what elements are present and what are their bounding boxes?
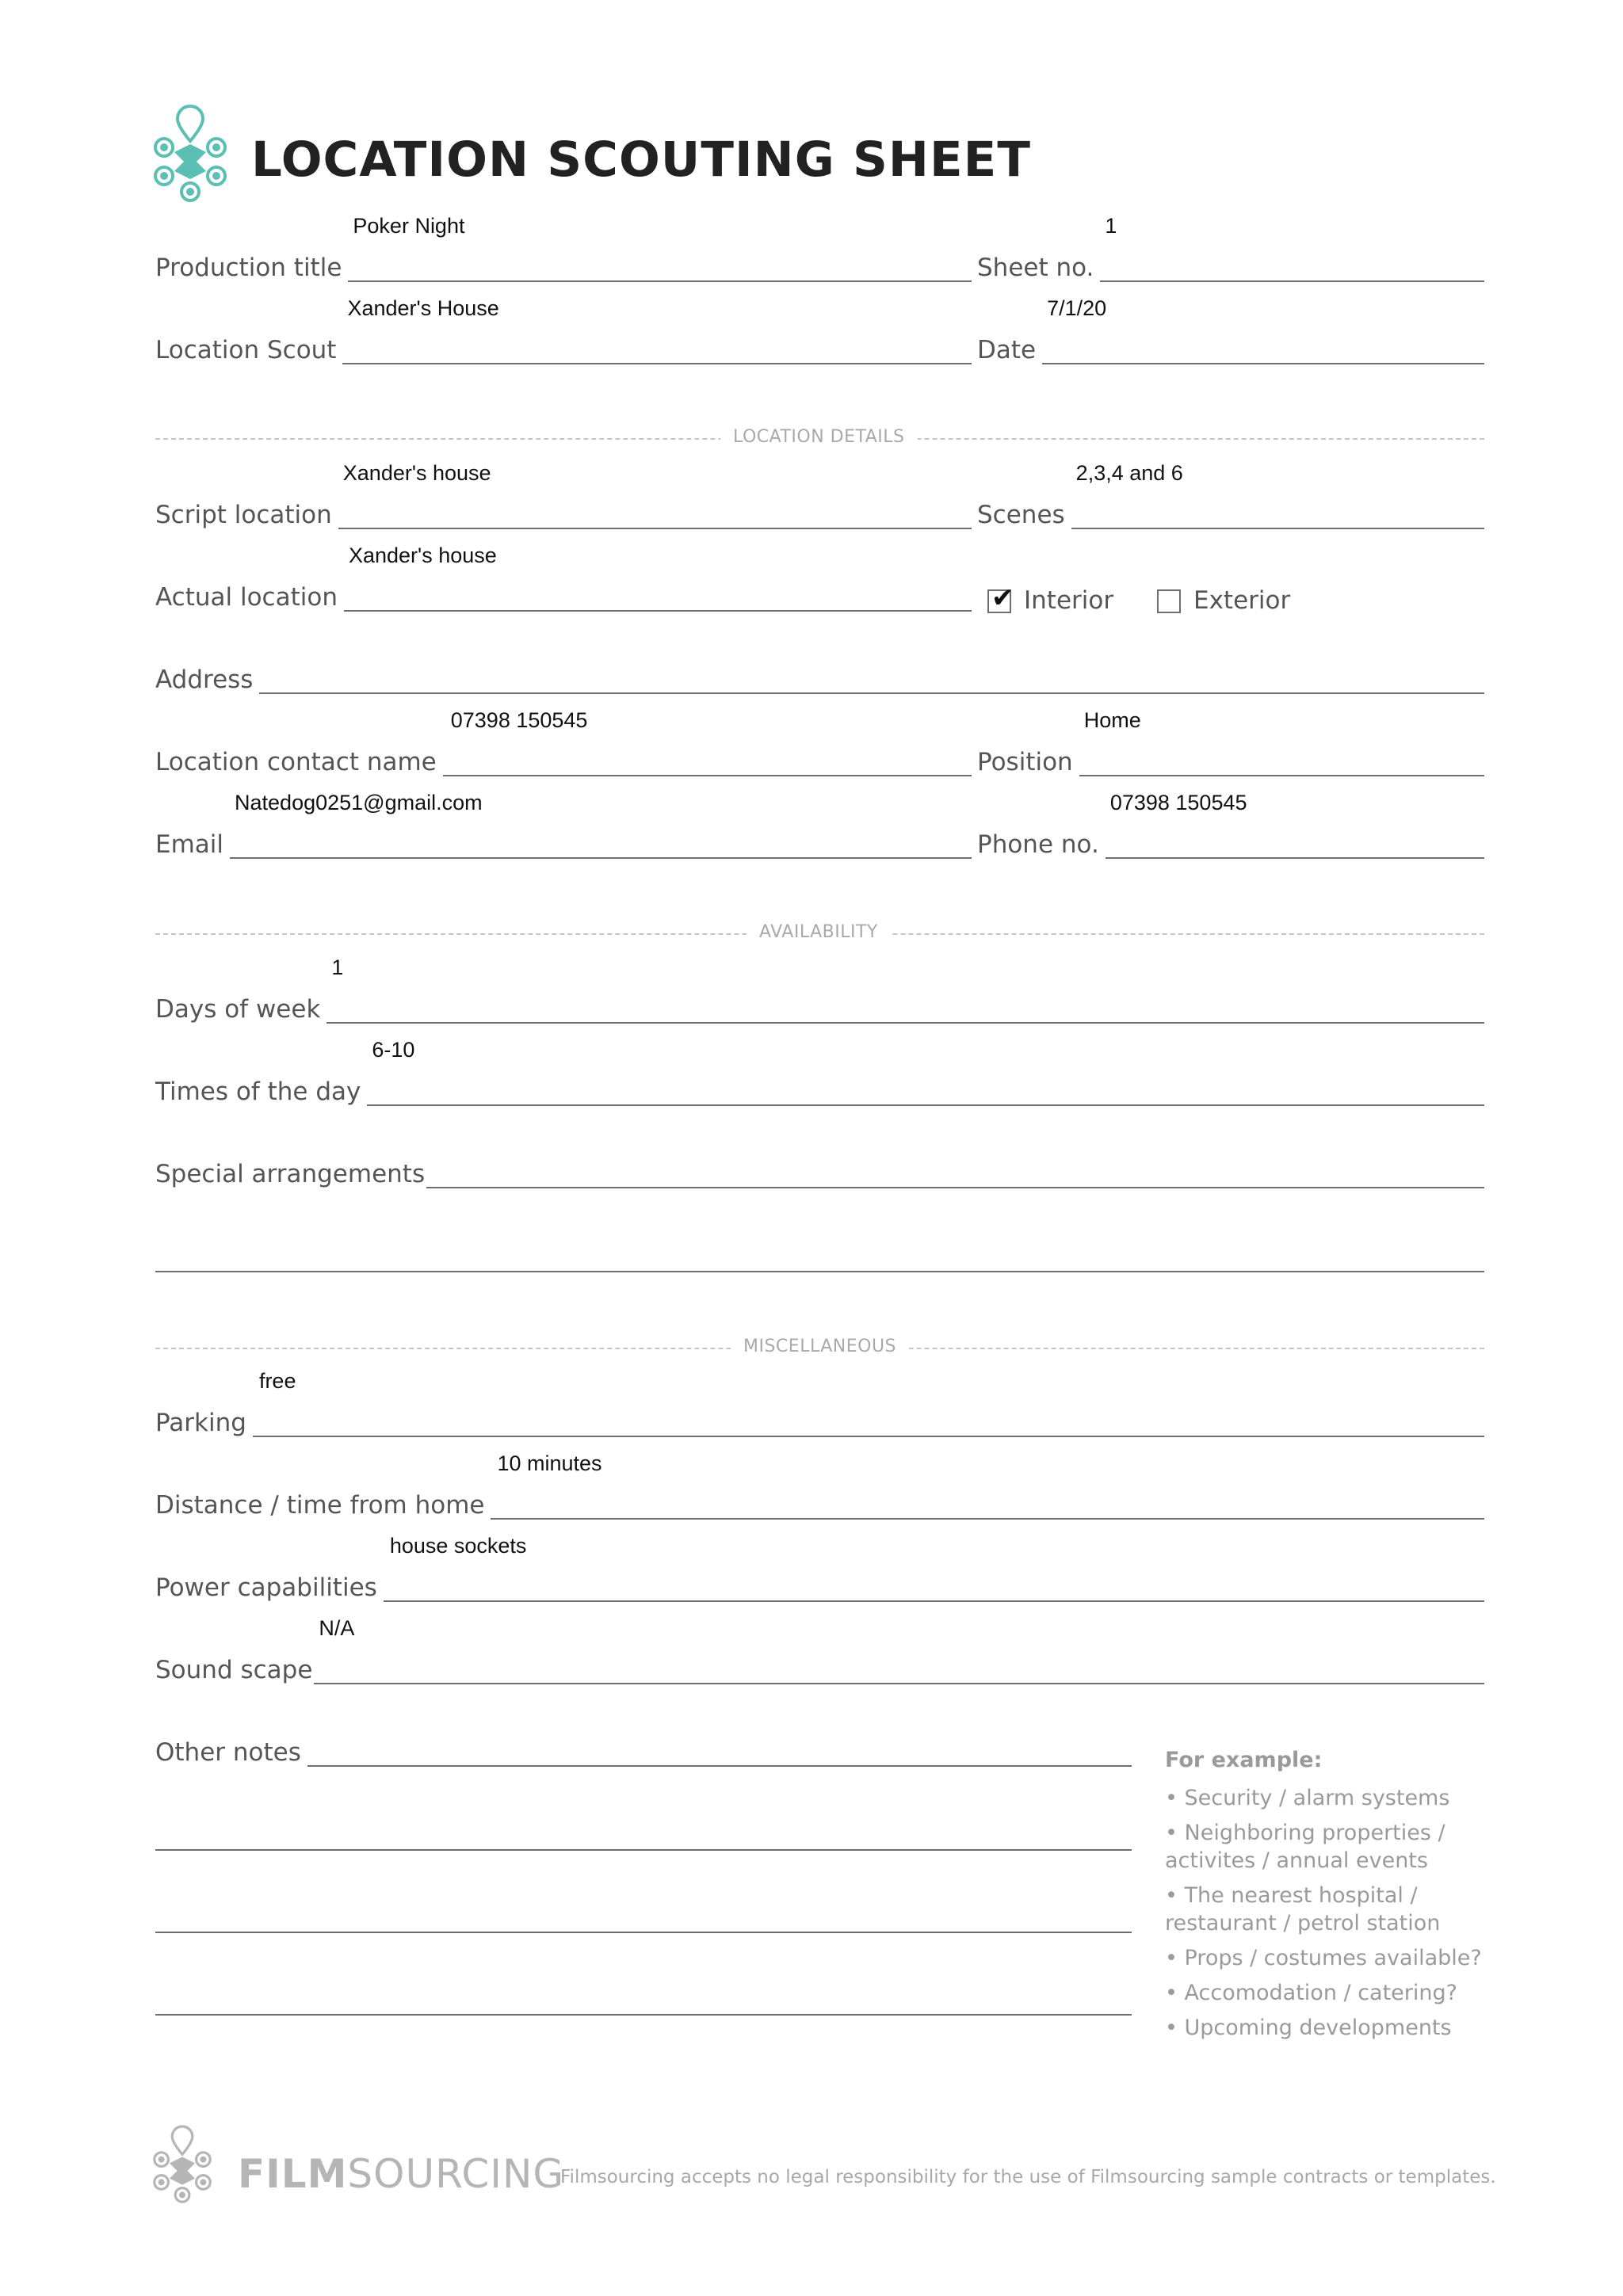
days-of-week-value: 1 <box>331 955 344 979</box>
distance-time-value: 10 minutes <box>497 1451 602 1475</box>
page-title: LOCATION SCOUTING SHEET <box>251 132 1031 188</box>
times-of-day-label: Times of the day <box>155 1077 361 1106</box>
special-arrangements-label: Special arrangements <box>155 1160 426 1188</box>
script-location-row <box>155 461 972 529</box>
interior-label: Interior <box>1024 586 1114 615</box>
parking-value: free <box>258 1369 296 1393</box>
position-row <box>977 708 1484 776</box>
date-value: 7/1/20 <box>1047 296 1107 320</box>
days-of-week-row <box>155 955 1484 1024</box>
soundscape-label: Sound scape <box>155 1656 313 1684</box>
notes-item: • Props / costumes available? <box>1165 1946 1482 1970</box>
sheet-no-label: Sheet no. <box>977 254 1094 282</box>
production-title-label: Production title <box>155 254 342 282</box>
scenes-field[interactable] <box>1071 461 1484 529</box>
phone-field[interactable] <box>1106 791 1484 859</box>
location-scout-field[interactable] <box>342 296 972 364</box>
date-label: Date <box>977 336 1037 364</box>
power-capabilities-label: Power capabilities <box>155 1573 377 1602</box>
notes-heading: For example: <box>1165 1748 1323 1772</box>
script-location-field[interactable] <box>338 461 972 529</box>
other-notes-row <box>155 1727 1132 1767</box>
location-details-heading: LOCATION DETAILS <box>720 427 918 447</box>
phone-label: Phone no. <box>977 830 1099 859</box>
scenes-row <box>977 461 1484 529</box>
times-of-day-field[interactable] <box>367 1038 1484 1106</box>
sheet-no-field[interactable] <box>1100 214 1484 282</box>
days-of-week-label: Days of week <box>155 995 321 1024</box>
email-label: Email <box>155 830 224 859</box>
distance-time-field[interactable] <box>491 1451 1484 1520</box>
sheet-no-row <box>977 214 1484 282</box>
distance-time-row <box>155 1451 1484 1520</box>
actual-location-value: Xander's house <box>348 543 497 567</box>
power-capabilities-row <box>155 1534 1484 1602</box>
date-field[interactable] <box>1042 296 1484 364</box>
date-row <box>977 296 1484 364</box>
other-notes-line-4[interactable] <box>155 2014 1132 2016</box>
check-mark-icon: ✔ <box>991 583 1014 613</box>
interior-checkbox[interactable] <box>987 583 1014 613</box>
production-title-value: Poker Night <box>353 214 465 238</box>
other-notes-field[interactable] <box>307 1726 1132 1767</box>
parking-field[interactable] <box>253 1369 1484 1437</box>
special-arrangements-field[interactable] <box>426 1147 1484 1188</box>
parking-row <box>155 1369 1484 1437</box>
address-row <box>155 654 1484 694</box>
soundscape-row <box>155 1616 1484 1684</box>
times-of-day-value: 6-10 <box>372 1038 415 1062</box>
email-row <box>155 791 972 859</box>
power-capabilities-value: house sockets <box>389 1534 527 1558</box>
other-notes-line-3[interactable] <box>155 1932 1132 1933</box>
phone-row <box>977 791 1484 859</box>
production-title-row <box>155 214 972 282</box>
power-capabilities-field[interactable] <box>384 1534 1484 1602</box>
address-field[interactable] <box>259 653 1484 694</box>
exterior-checkbox[interactable] <box>1157 589 1181 613</box>
notes-item: • Upcoming developments <box>1165 2016 1452 2040</box>
notes-item: • Security / alarm systems <box>1165 1786 1450 1810</box>
script-location-label: Script location <box>155 501 332 529</box>
position-field[interactable] <box>1079 708 1484 776</box>
email-field[interactable] <box>230 791 972 859</box>
email-value: Natedog0251@gmail.com <box>235 791 483 814</box>
notes-item: • The nearest hospital / restaurant / petrol station <box>1165 1883 1441 1936</box>
scenes-label: Scenes <box>977 501 1065 529</box>
footer-brand <box>238 2151 564 2197</box>
actual-location-field[interactable] <box>344 543 972 612</box>
sheet-no-value: 1 <box>1105 214 1117 238</box>
position-label: Position <box>977 748 1073 776</box>
position-value: Home <box>1083 708 1141 732</box>
soundscape-value: N/A <box>319 1616 355 1640</box>
script-location-value: Xander's house <box>342 461 491 485</box>
special-arrangements-line-2[interactable] <box>155 1271 1484 1272</box>
exterior-label: Exterior <box>1193 586 1291 615</box>
days-of-week-field[interactable] <box>327 955 1484 1024</box>
footer-disclaimer: Filmsourcing accepts no legal responsibility for the use of Filmsourcing sample contracts or templates. <box>560 2167 1496 2187</box>
phone-value: 07398 150545 <box>1109 791 1247 814</box>
location-scout-label: Location Scout <box>155 336 337 364</box>
location-contact-field[interactable] <box>443 708 972 776</box>
location-scout-row <box>155 296 972 364</box>
notes-item: • Accomodation / catering? <box>1165 1981 1457 2005</box>
scenes-value: 2,3,4 and 6 <box>1075 461 1183 485</box>
parking-label: Parking <box>155 1409 246 1437</box>
miscellaneous-heading: MISCELLANEOUS <box>731 1337 909 1356</box>
notes-item: • Neighboring properties / activites / annual events <box>1165 1821 1445 1873</box>
location-contact-row <box>155 708 972 776</box>
times-of-day-row <box>155 1038 1484 1106</box>
distance-time-label: Distance / time from home <box>155 1491 485 1520</box>
actual-location-row <box>155 543 972 612</box>
production-title-field[interactable] <box>348 214 972 282</box>
filmsourcing-footer-logo-icon <box>151 2123 214 2206</box>
soundscape-field[interactable] <box>314 1616 1484 1684</box>
availability-heading: AVAILABILITY <box>747 922 891 942</box>
address-label: Address <box>155 666 254 694</box>
footer-brand-bold: FILM <box>238 2151 348 2197</box>
other-notes-line-2[interactable] <box>155 1849 1132 1851</box>
other-notes-label: Other notes <box>155 1738 301 1767</box>
location-contact-label: Location contact name <box>155 748 437 776</box>
location-contact-value: 07398 150545 <box>450 708 588 732</box>
notes-list <box>1165 1784 1498 2049</box>
special-arrangements-row <box>155 1149 1484 1188</box>
filmsourcing-logo-icon <box>151 103 230 204</box>
location-scout-value: Xander's House <box>347 296 499 320</box>
footer-brand-light: SOURCING <box>347 2151 565 2197</box>
actual-location-label: Actual location <box>155 583 338 612</box>
